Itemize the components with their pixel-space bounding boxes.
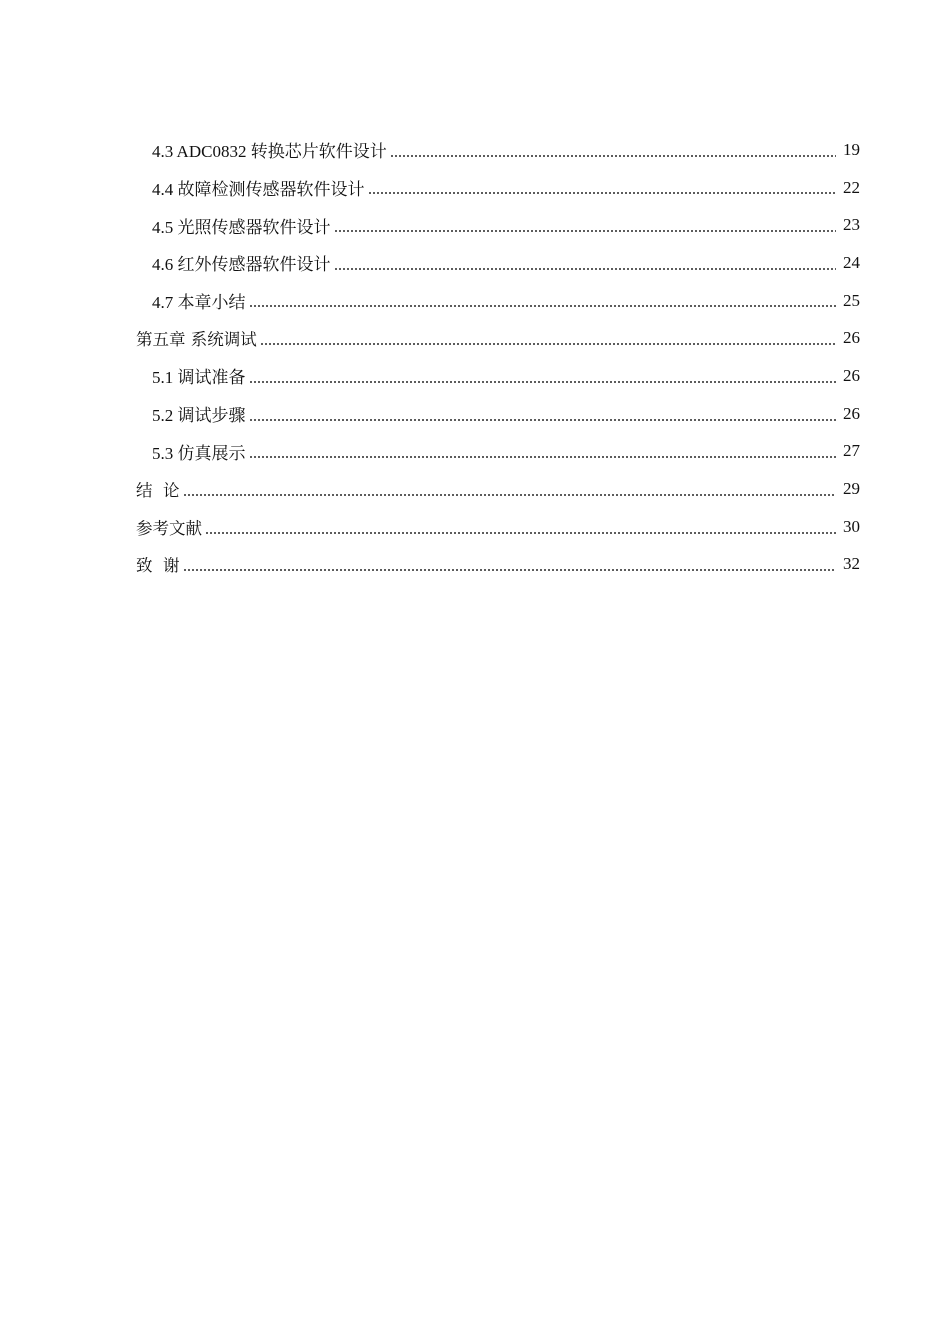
toc-dot-leader — [368, 192, 837, 194]
toc-page-number: 26 — [843, 403, 860, 423]
toc-dot-leader — [334, 230, 837, 232]
toc-entry-label: 4.4 故障检测传感器软件设计 — [152, 180, 365, 200]
toc-entry-label: 参考文献 — [136, 518, 202, 538]
toc-entry-label: 4.7 本章小结 — [152, 293, 246, 313]
toc-page-number: 19 — [843, 139, 860, 159]
toc-entry-4-6[interactable] — [0, 244, 950, 282]
toc-entry-references[interactable] — [0, 508, 950, 546]
toc-entry-conclusion[interactable] — [0, 470, 950, 508]
toc-page-number: 32 — [843, 554, 860, 574]
toc-dot-leader — [205, 532, 836, 534]
toc-entry-4-5[interactable] — [0, 206, 950, 244]
toc-dot-leader — [334, 268, 837, 270]
toc-entry-label: 致 谢 — [136, 556, 180, 576]
toc-page-number: 26 — [843, 328, 860, 348]
toc-dot-leader — [260, 343, 836, 345]
toc-entry-4-4[interactable] — [0, 169, 950, 207]
toc-entry-label: 4.5 光照传感器软件设计 — [152, 217, 331, 237]
toc-entry-label: 4.3 ADC0832 转换芯片软件设计 — [152, 142, 387, 162]
toc-dot-leader — [183, 494, 837, 496]
toc-entry-label: 5.2 调试步骤 — [152, 406, 246, 426]
toc-dot-leader — [249, 419, 837, 421]
toc-entry-5-3[interactable] — [0, 433, 950, 471]
toc-page-number: 22 — [843, 177, 860, 197]
toc-entry-5-1[interactable] — [0, 357, 950, 395]
toc-entry-chapter-5[interactable] — [0, 319, 950, 357]
toc-page-number: 24 — [843, 252, 860, 272]
toc-dot-leader — [249, 305, 837, 307]
toc-entry-label: 结 论 — [136, 481, 180, 501]
toc-entry-label: 5.3 仿真展示 — [152, 443, 246, 463]
toc-entry-label: 4.6 红外传感器软件设计 — [152, 255, 331, 275]
toc-entry-4-7[interactable] — [0, 282, 950, 320]
table-of-contents — [0, 131, 950, 583]
toc-dot-leader — [249, 381, 837, 383]
toc-dot-leader — [390, 155, 836, 157]
toc-entry-acknowledgements[interactable] — [0, 546, 950, 584]
toc-page-number: 29 — [843, 479, 860, 499]
toc-entry-5-2[interactable] — [0, 395, 950, 433]
toc-entry-label: 第五章 系统调试 — [136, 330, 257, 350]
toc-page-number: 27 — [843, 441, 860, 461]
toc-page-number: 25 — [843, 290, 860, 310]
toc-page-number: 30 — [843, 516, 860, 536]
toc-page-number: 26 — [843, 365, 860, 385]
toc-entry-label: 5.1 调试准备 — [152, 368, 246, 388]
toc-entry-4-3[interactable] — [0, 131, 950, 169]
toc-dot-leader — [249, 456, 837, 458]
toc-dot-leader — [183, 569, 837, 571]
toc-page-number: 23 — [843, 215, 860, 235]
